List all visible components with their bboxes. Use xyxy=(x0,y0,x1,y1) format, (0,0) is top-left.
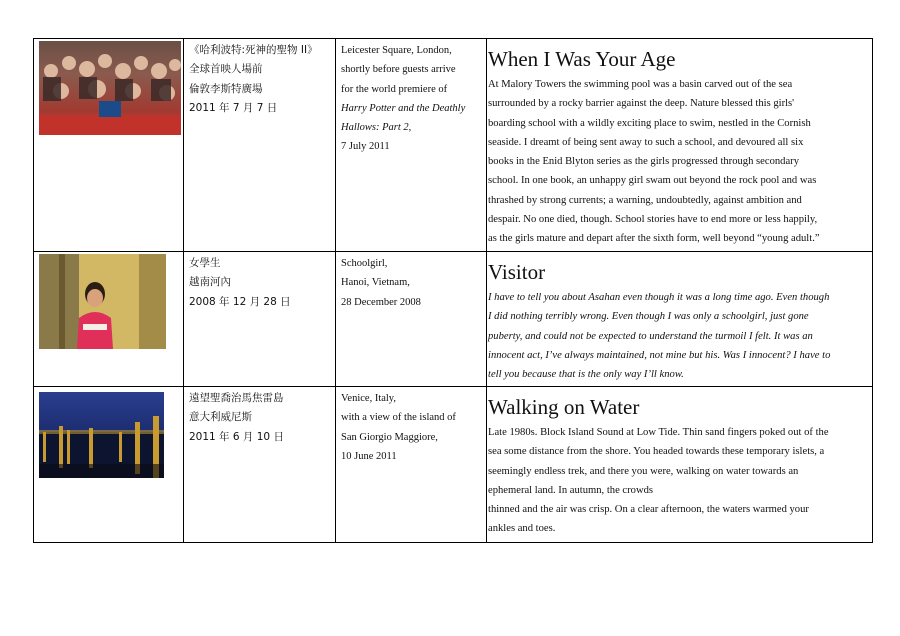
photo-cell xyxy=(34,387,184,543)
story-line: seemingly endless trek, and there you were, walking on water towards an xyxy=(488,465,799,477)
story-line: despair. No one died, though. School stories have to end more or less happily, xyxy=(488,214,818,226)
story-title: Visitor xyxy=(488,260,546,284)
caption-zh-line: 女學生 xyxy=(189,257,221,269)
caption-en-line-italic: Hallows: Part 2, xyxy=(341,122,412,134)
chinese-caption-cell xyxy=(184,252,336,387)
story-line: Late 1980s. Block Island Sound at Low Tide. Thin sand fingers poked out of the xyxy=(488,427,829,438)
caption-en-line: Hanoi, Vietnam, xyxy=(341,277,410,289)
caption-en-line: Schoolgirl, xyxy=(341,258,388,269)
schoolgirl-photo xyxy=(39,254,166,349)
table-row xyxy=(34,39,873,252)
caption-en-line: 28 December 2008 xyxy=(341,296,421,308)
caption-zh-line: 《哈利波特:死神的聖物 II》 xyxy=(189,44,318,56)
table-row xyxy=(34,252,873,387)
story-title: When I Was Your Age xyxy=(488,47,676,71)
english-caption-cell xyxy=(336,387,487,543)
story-line: school. In one book, an unhappy girl swam out beyond the rock pool and was xyxy=(488,175,817,187)
story-line: as the girls mature and depart after the sixth form, well beyond “young adult.” xyxy=(488,233,820,245)
story-line: sea some distance from the shore. You headed towards these temporary islets, a xyxy=(488,446,825,458)
story-line: I have to tell you about Asahan even though it was a long time ago. Even though xyxy=(488,292,830,303)
story-line: tell you because that is the only way I’ll know. xyxy=(488,369,684,381)
crowd-photo xyxy=(39,41,181,135)
photo-cell xyxy=(34,39,184,252)
caption-zh-line: 意大利威尼斯 xyxy=(189,411,252,424)
caption-en-line: shortly before guests arrive xyxy=(341,64,456,76)
story-line: thinned and the air was crisp. On a clear afternoon, the waters warmed your xyxy=(488,504,809,516)
caption-zh-line: 越南河內 xyxy=(189,276,231,289)
caption-zh-line: 2011 年 7 月 7 日 xyxy=(189,101,278,114)
table-row xyxy=(34,387,873,543)
story-line: thrashed by strong currents; a warning, undoubtedly, against ambition and xyxy=(488,194,802,206)
story-title: Walking on Water xyxy=(488,395,640,419)
story-line: At Malory Towers the swimming pool was a basin carved out of the sea xyxy=(488,79,793,90)
caption-en-line: for the world premiere of xyxy=(341,83,448,95)
caption-zh-line: 2011 年 6 月 10 日 xyxy=(189,430,284,443)
english-caption-cell xyxy=(336,39,487,252)
caption-en-line: with a view of the island of xyxy=(341,412,456,424)
chinese-caption-cell xyxy=(184,39,336,252)
story-line: boarding school with a wildly exciting place to swim, nestled in the Cornish xyxy=(488,117,811,129)
caption-en-line xyxy=(341,118,486,137)
story-cell xyxy=(487,387,873,543)
caption-en-line: San Giorgio Maggiore, xyxy=(341,431,438,443)
story-cell xyxy=(487,39,873,252)
caption-zh-line: 全球首映人場前 xyxy=(189,63,263,76)
caption-zh-line: 2008 年 12 月 28 日 xyxy=(189,295,291,308)
caption-en-line: Venice, Italy, xyxy=(341,393,397,404)
caption-en-line: 10 June 2011 xyxy=(341,450,397,462)
story-line: seaside. I dreamt of being sent away to such a school, and devoured all six xyxy=(488,136,804,148)
caption-en-line: 7 July 2011 xyxy=(341,141,390,153)
caption-en-line: Leicester Square, London, xyxy=(341,45,452,56)
caption-en-line: Harry Potter and the Deathly xyxy=(341,102,466,114)
chinese-caption-cell xyxy=(184,387,336,543)
english-caption-cell xyxy=(336,252,487,387)
story-line: I did nothing terribly wrong. Even though I was only a schoolgirl, just gone xyxy=(488,311,809,323)
caption-zh-line: 遠望聖喬治馬焦雷島 xyxy=(189,392,284,404)
story-line: puberty, and could not be expected to understand the turmoil I felt. It was an xyxy=(488,330,813,342)
story-line: surrounded by a rocky barrier against the deep. Nature blessed this girls' xyxy=(488,98,795,110)
photo-cell xyxy=(34,252,184,387)
caption-zh-line: 倫敦李斯特廣場 xyxy=(189,82,263,95)
story-line: books in the Enid Blyton series as the girls progressed through secondary xyxy=(488,156,799,168)
venice-night-photo xyxy=(39,392,164,478)
story-cell xyxy=(487,252,873,387)
story-line: ephemeral land. In autumn, the crowds xyxy=(488,484,654,496)
photo-caption-table xyxy=(33,38,873,543)
story-line: innocent act, I’ve always maintained, not mine but his. Was I innocent? I have to xyxy=(488,349,831,361)
story-line: ankles and toes. xyxy=(488,523,556,535)
